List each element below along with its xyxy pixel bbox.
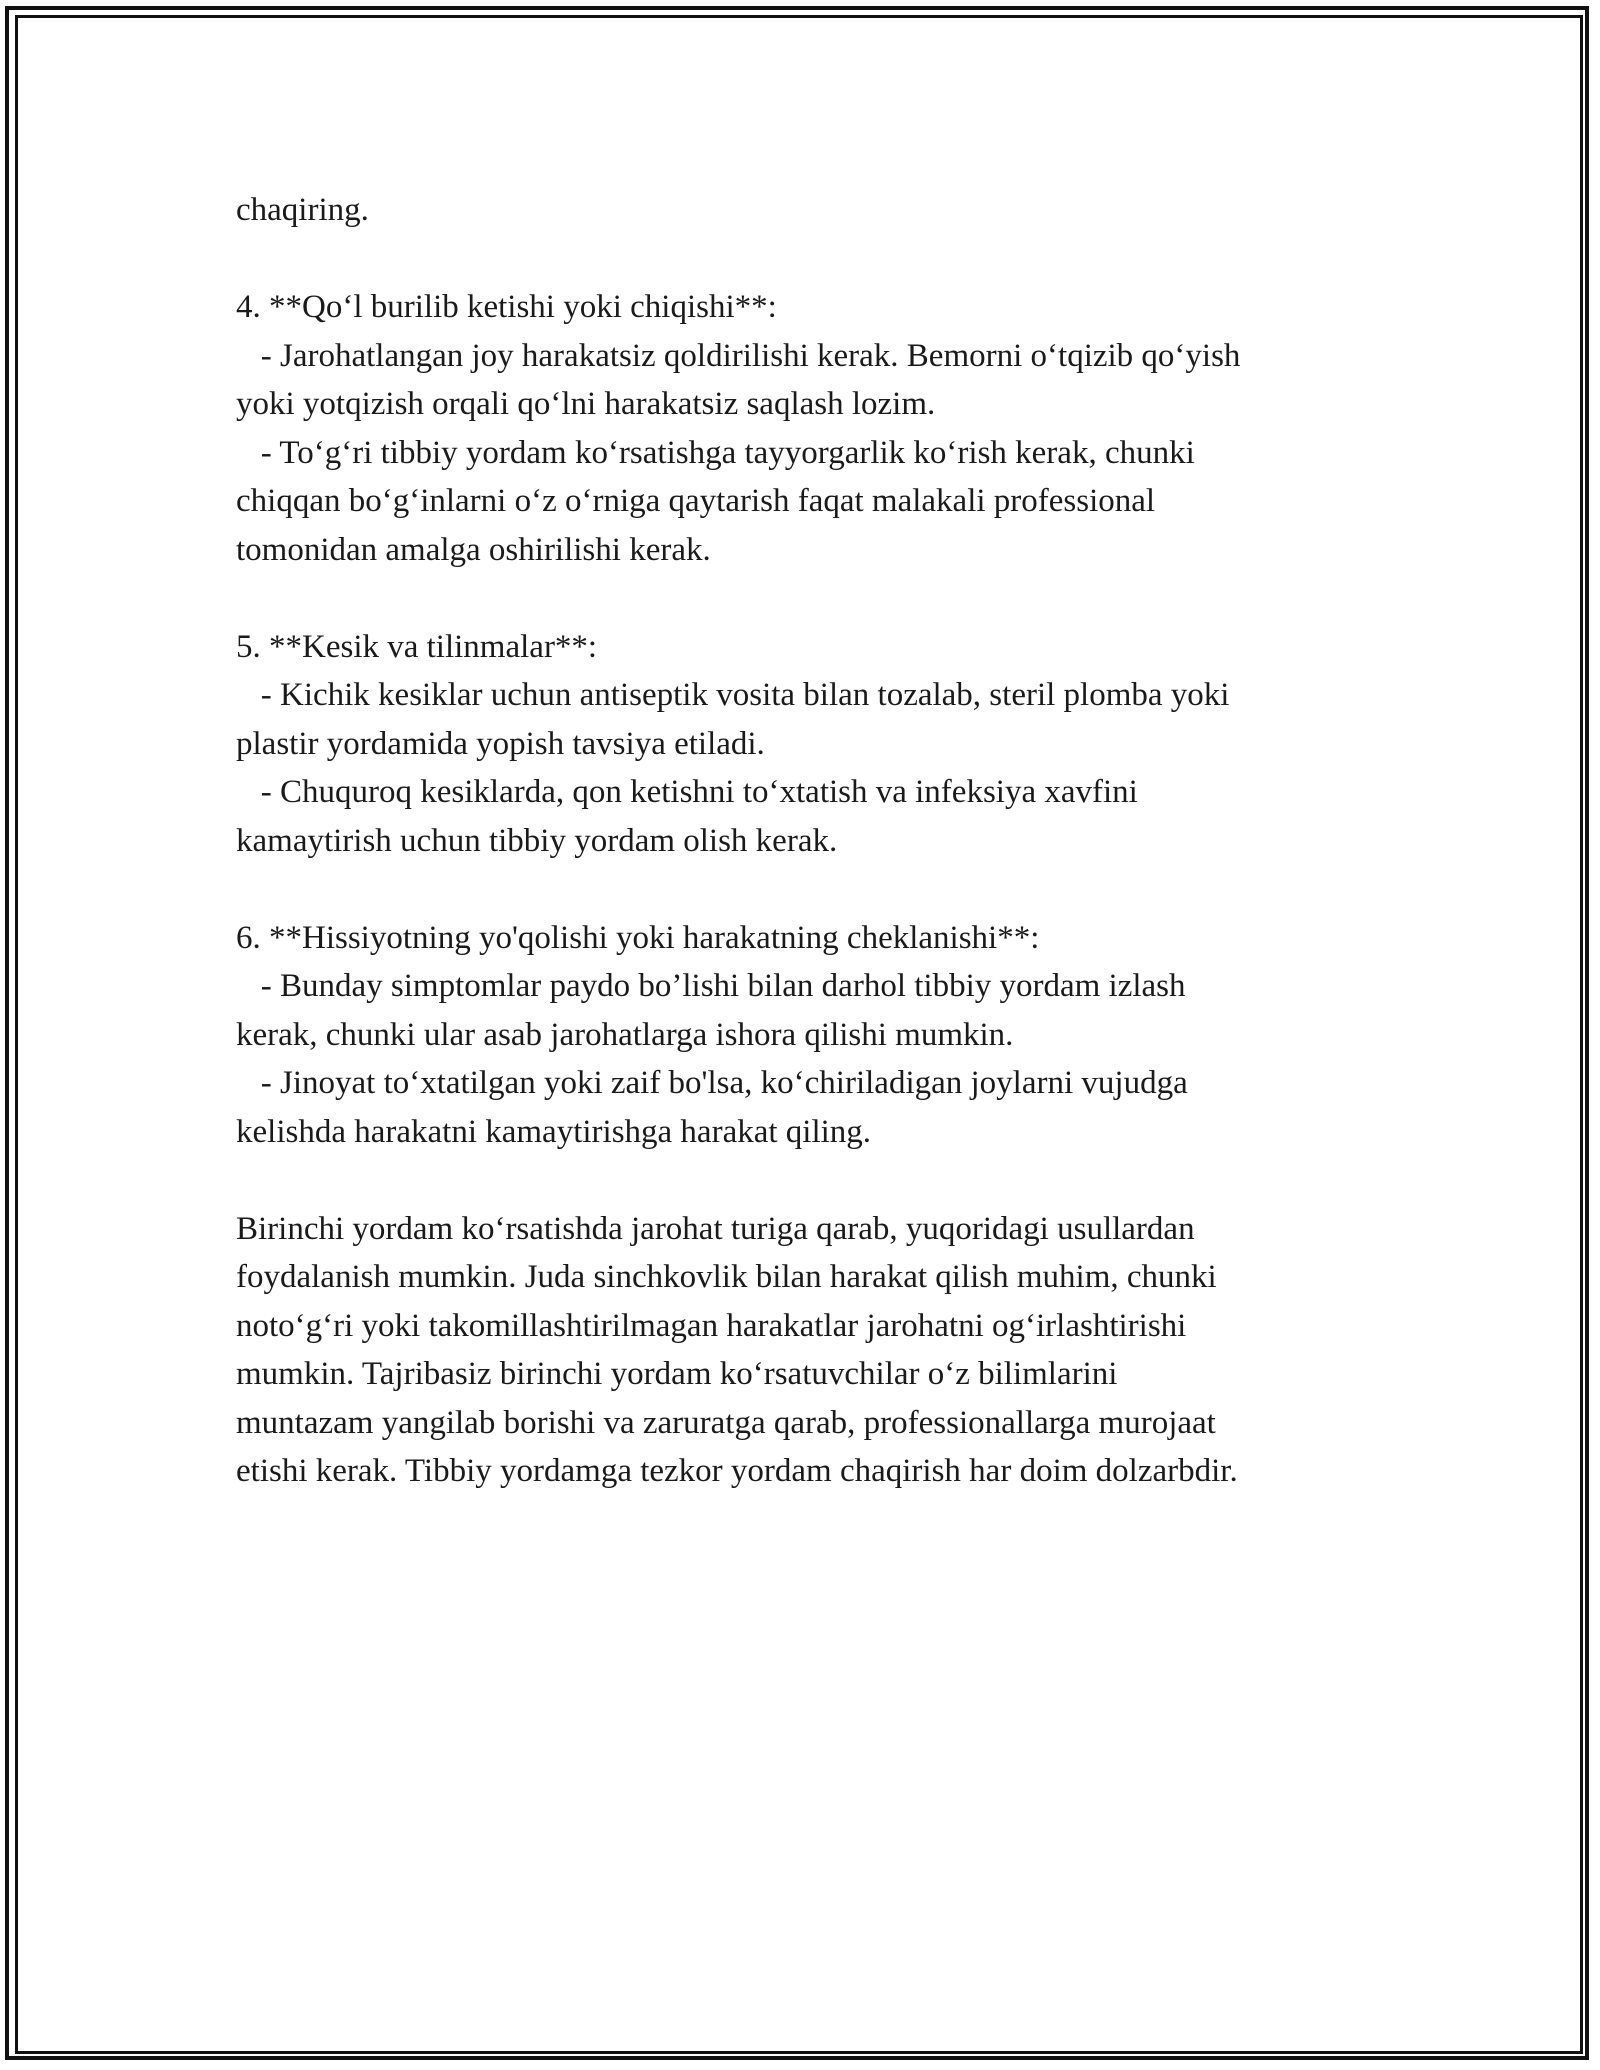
document-body xyxy=(236,186,1366,1496)
text-line: tomonidan amalga oshirilishi kerak. xyxy=(236,531,711,568)
text-line: mumkin. Tajribasiz birinchi yordam ko‘rsatuvchilar o‘z bilimlarini xyxy=(236,1356,1118,1392)
text-line: - Chuquroq kesiklarda, qon ketishni to‘xtatish va infeksiya xavfini xyxy=(236,774,1138,810)
paragraph-gap xyxy=(236,235,1366,284)
paragraph-gap xyxy=(236,1156,1366,1205)
text-line: etishi kerak. Tibbiy yordamga tezkor yordam chaqirish har doim dolzarbdir. xyxy=(236,1453,1238,1489)
text-line: kelishda harakatni kamaytirishga harakat qiling. xyxy=(236,1113,872,1150)
text-line: - Jarohatlangan joy harakatsiz qoldirilishi kerak. Bemorni o‘tqizib qo‘yish xyxy=(236,337,1241,374)
paragraph-gap xyxy=(236,574,1366,623)
text-line: chiqqan bo‘g‘inlarni o‘z o‘rniga qaytarish faqat malakali professional xyxy=(236,483,1156,519)
text-line: yoki yotqizish orqali qo‘lni harakatsiz saqlash lozim. xyxy=(236,386,936,422)
text-line: chaqiring. xyxy=(236,192,369,228)
text-line: Birinchi yordam ko‘rsatishda jarohat turiga qarab, yuqoridagi usullardan xyxy=(236,1210,1195,1247)
text-line: kerak, chunki ular asab jarohatlarga ishora qilishi mumkin. xyxy=(236,1016,1014,1053)
text-line: - Jinoyat to‘xtatilgan yoki zaif bo'lsa, ko‘chiriladigan joylarni vujudga xyxy=(236,1065,1188,1101)
paragraph-gap xyxy=(236,865,1366,914)
section-heading: 6. **Hissiyotning yo'qolishi yoki harakatning cheklanishi**: xyxy=(236,919,1040,956)
text-line: - Bunday simptomlar paydo bo’lishi bilan darhol tibbiy yordam izlash xyxy=(236,968,1186,1004)
text-line: foydalanish mumkin. Juda sinchkovlik bilan harakat qilish muhim, chunki xyxy=(236,1259,1217,1295)
text-line: - To‘g‘ri tibbiy yordam ko‘rsatishga tayyorgarlik ko‘rish kerak, chunki xyxy=(236,434,1195,471)
text-line: noto‘g‘ri yoki takomillashtirilmagan harakatlar jarohatni og‘irlashtirishi xyxy=(236,1307,1187,1344)
text-line: kamaytirish uchun tibbiy yordam olish kerak. xyxy=(236,822,838,859)
text-line: muntazam yangilab borishi va zaruratga qarab, professionallarga murojaat xyxy=(236,1404,1216,1441)
section-heading: 5. **Kesik va tilinmalar**: xyxy=(236,628,598,665)
section-heading: 4. **Qo‘l burilib ketishi yoki chiqishi**: xyxy=(236,289,777,325)
text-line: - Kichik kesiklar uchun antiseptik vosita bilan tozalab, steril plomba yoki xyxy=(236,677,1230,713)
text-line: plastir yordamida yopish tavsiya etiladi. xyxy=(236,725,765,762)
